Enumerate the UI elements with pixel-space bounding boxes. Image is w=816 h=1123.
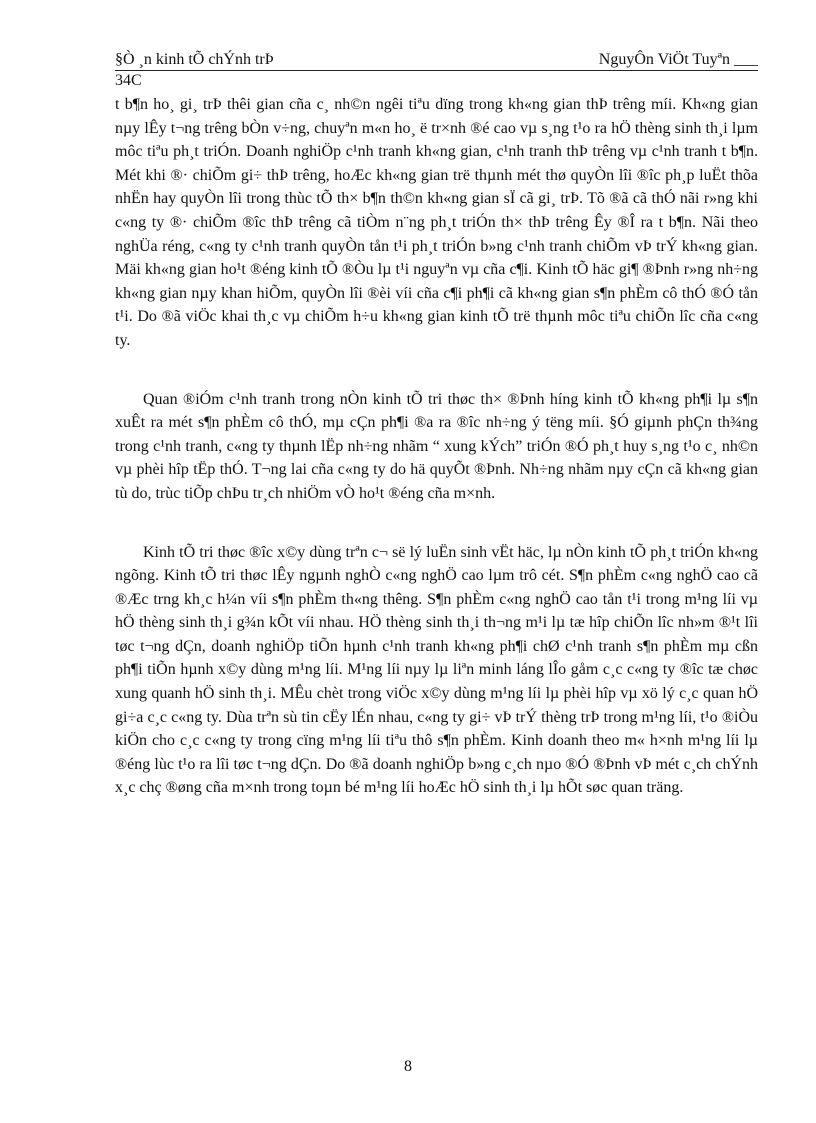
page-header	[115, 49, 758, 71]
header-author: NguyÔn ViÖt Tuyªn ___	[598, 51, 758, 68]
paragraph-2: Quan ®iÓm c¹nh tranh trong nÒn kinh tÕ tri thøc th× ®Þnh híng kinh tÕ kh«ng ph¶i lµ s¶n xuÊt ra mét s¶n phÈm cô thÓ, mµ cÇn ph¶i ®a ra ®îc nh÷ng ý tëng míi. §Ó giµnh phÇn th¾ng trong c¹nh tranh, c«ng ty thµnh lËp nh÷ng nhãm “ xung kÝch” triÓn ®Ó ph¸t huy s¸ng t¹o c¸ nh©n vµ phèi hîp tËp thÓ. T¬ng lai cña c«ng ty do hä quyÕt ®Þnh. Nh÷ng nhãm nµy cÇn cã kh«ng gian tù do, trùc tiÕp chÞu tr¸ch nhiÖm vÒ ho¹t ®éng cña m×nh.	[115, 390, 758, 502]
paragraph-3: Kinh tÕ tri thøc ®îc x©y dùng trªn c¬ së lý luËn sinh vËt häc, lµ nÒn kinh tÕ ph¸t triÓn kh«ng ngõng. Kinh tÕ tri thøc lÊy ngµnh nghÒ c«ng nghÖ cao lµm trô cét. S¶n phÈm c«ng nghÖ cao cã ®Æc trng kh¸c h¼n víi s¶n phÈm th«ng thêng. S¶n phÈm c«ng nghÖ cao tån t¹i trong m¹ng líi vµ hÖ thèng sinh th¸i g¾n kÕt víi nhau. HÖ thèng sinh th¸i th¬ng m¹i lµ tæ hîp chiÕn lîc nh»m ®¹t lîi tøc t¬ng dÇn, doanh nghiÖp tiÕn hµnh c¹nh tranh kh«ng ph¶i chØ c¹nh tranh s¶n phÈm mµ cßn ph¶i tiÕn hµnh x©y dùng m¹ng líi. M¹ng líi nµy lµ liªn minh láng lÎo gåm c¸c c«ng ty ®îc tæ chøc xung quanh hÖ sinh th¸i. MÊu chèt trong viÖc x©y dùng m¹ng líi lµ phèi hîp vµ xö lý c¸c quan hÖ gi÷a c¸c c«ng ty. Dùa trªn sù tin cËy lÉn nhau, c«ng ty gi÷ vÞ trÝ thèng trÞ trong m¹ng líi, t¹o ®iÒu kiÖn cho c¸c c«ng ty trong cïng m¹ng líi tiªu thô s¶n phÈm. Kinh doanh theo m« h×nh m¹ng líi lµ ®éng lùc t¹o ra lîi tøc t¬ng dÇn. Do ®ã doanh nghiÖp b»ng c¸ch nµo ®Ó ®Þnh vÞ mét c¸ch chÝnh x¸c chç ®øng cña m×nh trong toµn bé m¹ng líi hoÆc hÖ sinh th¸i lµ hÕt søc quan träng.	[115, 543, 758, 797]
header-divider	[115, 70, 758, 71]
header-title: §Ò ¸n kinh tÕ chÝnh trÞ	[115, 51, 274, 68]
paragraph-1: t b¶n ho¸ gi¸ trÞ thêi gian cña c¸ nh©n ngêi tiªu dïng trong kh«ng gian thÞ trêng míi. Kh«ng gian nµy lÊy t¬ng trêng bÒn v÷ng, chuyªn m«n ho¸ ë tr×nh ®é cao vµ s¸ng t¹o ra hÖ thèng sinh th¸i lµm môc tiªu ph¸t triÓn. Doanh nghiÖp c¹nh tranh kh«ng gian, c¹nh tranh thÞ trêng vµ c¹nh tranh t b¶n. Mét khi ®· chiÕm gi÷ thÞ trêng, hoÆc kh«ng gian trë thµnh mét thø quyÒn lîi ®îc ph¸p luËt thõa nhËn hay quyÒn lîi trong thùc tÕ th× b¶n th©n kh«ng gian sÏ cã gi¸ trÞ. Tõ ®ã cã thÓ nãi r»ng khi c«ng ty ®· chiÕm ®îc thÞ trêng cã tiÒm n¨ng ph¸t triÓn th× thÞ trêng Êy ®Î ra t b¶n. Nãi theo nghÜa réng, c«ng ty c¹nh tranh quyÒn tån t¹i ph¸t triÓn b»ng c¹nh tranh chiÕm vÞ trÝ kh«ng gian. Mäi kh«ng gian ho¹t ®éng kinh tÕ ®Òu lµ t¹i nguyªn vµ cña c¶i. Kinh tÕ häc gi¶ ®Þnh r»ng nh÷ng kh«ng gian nµy khan hiÕm, quyÒn lîi ®èi víi cña c¶i ph¶i cã kh«ng gian s¶n phÈm cô thÓ ®Ó tån t¹i. Do ®ã viÖc khai th¸c vµ chiÕm h÷u kh«ng gian kinh tÕ trë thµnh môc tiªu chiÕn lîc cña c«ng ty.	[115, 96, 758, 349]
page-number: 8	[404, 1058, 412, 1075]
body-text	[115, 93, 758, 800]
header-class-code: 34C	[115, 72, 142, 89]
